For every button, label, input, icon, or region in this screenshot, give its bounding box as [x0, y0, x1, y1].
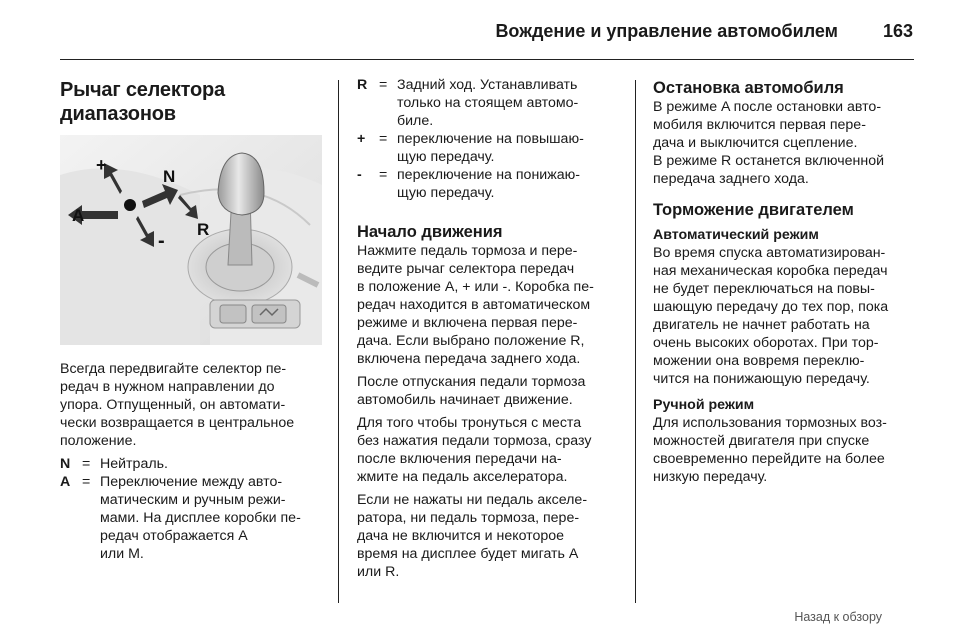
definition-r: R = Задний ход. Устанавливать только на стоящем автомо- биле. — [357, 77, 579, 129]
running-header — [60, 20, 914, 60]
subheading-automatic: Автоматический режим — [653, 227, 819, 243]
paragraph-stopping: В режиме A после остановки авто- мобиля включится первая пере- дача и выключится сцепление. В режиме R останется включенной передача заднего хода. — [653, 99, 885, 187]
definition-minus: - = переключение на понижаю- щую передачу. — [357, 167, 580, 201]
definition-plus: + = переключение на повышаю- щую передачу. — [357, 131, 584, 165]
column-3-text — [653, 78, 923, 491]
paragraph-start-2: После отпускания педали тормоза автомобиль начинает движение. — [357, 374, 586, 408]
column-divider-2 — [635, 80, 636, 603]
paragraph-start-4: Если не нажаты ни педаль акселе- ратора, ни педаль тормоза, пере- дача не включится и некоторое время на дисплее будет мигать A или R. — [357, 492, 588, 580]
paragraph-manual: Для использования тормозных воз- можностей двигателя при спуске своевременно перейдите на более низкую передачу. — [653, 415, 887, 485]
paragraph-start-3: Для того чтобы тронуться с места без нажатия педали тормоза, сразу после включения передачи на- жмите на педаль акселератора. — [357, 415, 592, 485]
column-1-text — [60, 360, 330, 563]
heading-engine-braking: Торможение двигателем — [653, 201, 854, 219]
paragraph-automatic: Во время спуска автоматизирован- ная механическая коробка передач не будет переключаться на повы- шающую передачу до тех пор, пока двигатель не начнет работать на очень высоких оборотах. При тор- можении она вовремя переклю- чится на понижающую передачу. — [653, 245, 889, 387]
paragraph-start-1: Нажмите педаль тормоза и пере- ведите рычаг селектора передач в положение A, + или -. Коробка пе- редач находится в автоматическом режиме и включена первая пере- дача. Если выбрано положение R, включена передача заднего хода. — [357, 243, 594, 367]
label-plus: + — [96, 155, 107, 175]
intro-paragraph: Всегда передвигайте селектор пе- редач в нужном направлении до упора. Отпущенный, он автомати- чески возвращается в центральное положение. — [60, 361, 295, 449]
label-n: N — [163, 167, 176, 186]
back-to-overview-link[interactable]: Назад к обзору — [794, 610, 882, 624]
label-a: A — [72, 206, 85, 225]
column-divider-1 — [338, 80, 339, 603]
definition-n: N = Нейтраль. — [60, 456, 168, 472]
label-r: R — [197, 220, 210, 239]
label-minus: - — [158, 230, 165, 252]
subheading-manual: Ручной режим — [653, 397, 755, 413]
column-2-text — [357, 76, 627, 586]
definition-a: A = Переключение между авто- матическим и ручным режи- мами. На дисплее коробки пе- редач отображается A или M. — [60, 474, 301, 562]
page-number: 163 — [882, 21, 913, 41]
heading-stopping: Остановка автомобиля — [653, 79, 844, 97]
gear-selector-illustration — [60, 135, 322, 345]
chapter-title: Вождение и управление автомобилем — [495, 21, 838, 41]
heading-start-driving: Начало движения — [357, 223, 503, 241]
section-title: Рычаг селектора диапазонов — [60, 79, 225, 125]
